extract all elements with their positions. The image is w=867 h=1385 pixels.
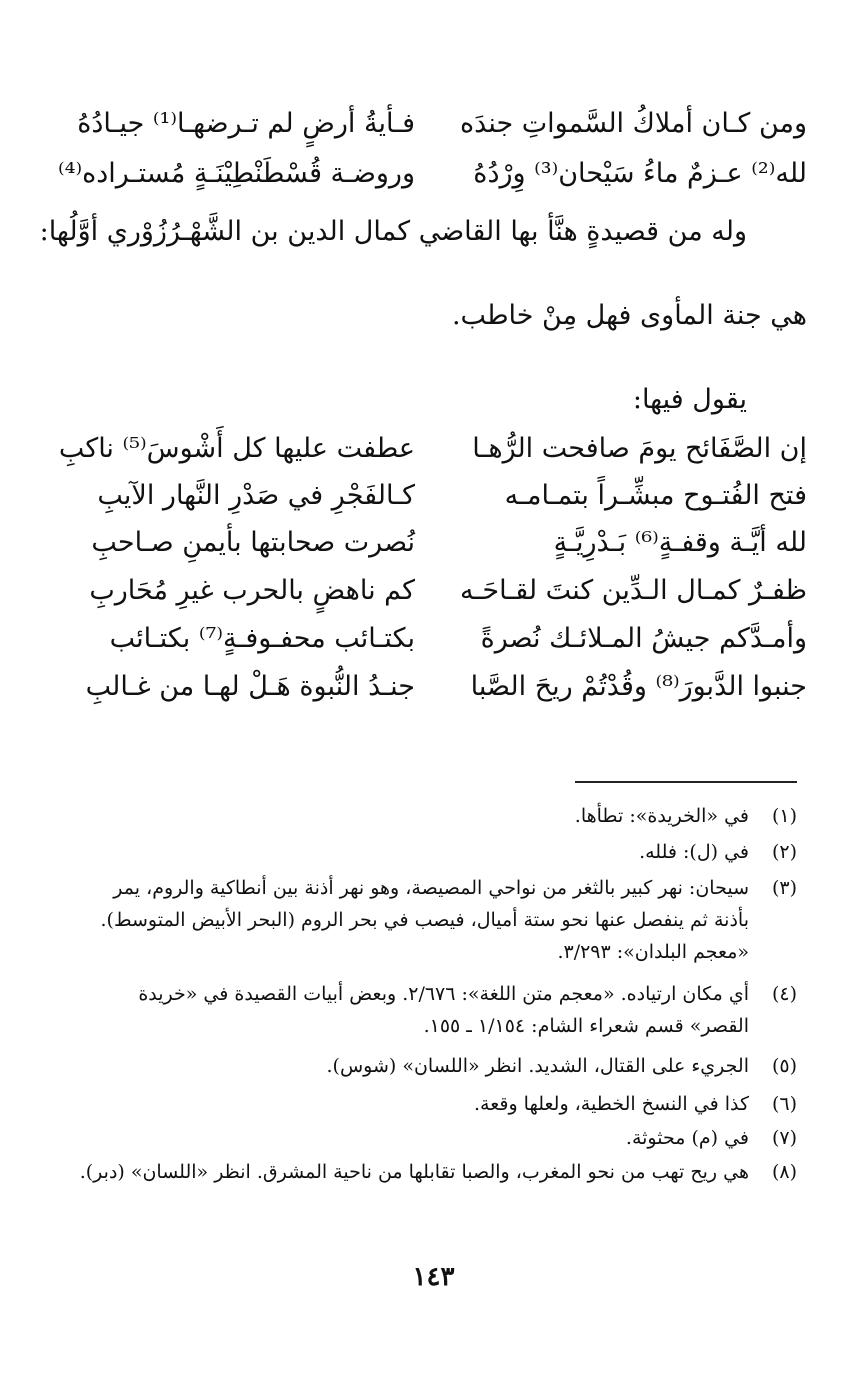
verse-row: [89, 568, 807, 618]
footnote-number: (٨): [771, 1161, 797, 1183]
footnote: [75, 836, 797, 868]
verse-first-hemistich: لله أيَّـة وقفـةٍ⁽⁶⁾ بَـدْرِيَّـةٍ: [553, 527, 807, 558]
footnote-text: في (م) محثوثة.: [625, 1127, 749, 1149]
footnote-text: هي ريح تهب من نحو المغرب، والصبا تقابلها من ناحية المشرق. انظر «اللسان» (دبر).: [79, 1161, 749, 1183]
footnote: [75, 872, 797, 968]
footnote-number: (١): [771, 805, 797, 827]
verse-first-hemistich: لله⁽²⁾ عـزمٌ ماءُ سَيْحان⁽³⁾ وِرْدُهُ: [473, 158, 807, 189]
verse-first-hemistich: ظفـرٌ كمـال الـدِّين كنتَ لقـاحَـه: [460, 575, 807, 606]
footnote-number: (٧): [771, 1127, 797, 1149]
verse-first-hemistich: إن الصَّفَائح يومَ صافحت الرُّهـا: [472, 433, 807, 464]
footnote-number: (٣): [771, 877, 797, 899]
verse-first-hemistich: فتح الفُتـوح مبشِّـراً بتمـامـه: [504, 480, 807, 511]
footnote-text: سيحان: نهر كبير بالثغر من نواحي المصيصة، وهو نهر أذنة بين أنطاكية والروم، يمر بأذنة ثم ينفصل عنها نحو ستة أميال، فيصب في بحر الروم (البحر الأبيض المتوسط). «معجم البلدان»: ٣/٢٩٣.: [100, 877, 749, 963]
footnote-number: (٥): [771, 1055, 797, 1077]
verse-second-hemistich: كـالفَجْرِ في صَدْرِ النَّهار الآيبِ: [97, 480, 415, 511]
footnote-divider: [575, 781, 797, 783]
footnote: [75, 1122, 797, 1154]
footnote-text: في (ل): فلله.: [639, 841, 749, 863]
footnote-number: (٢): [771, 841, 797, 863]
verse-second-hemistich: بكتـائب محفـوفـةٍ⁽⁷⁾ بكتـائب: [109, 623, 415, 654]
footnote: [75, 800, 797, 832]
footnote: [75, 978, 797, 1042]
footnote: [75, 1156, 797, 1188]
verse-second-hemistich: جنـدُ النُّبوة هَـلْ لهـا من غـالبِ: [85, 671, 415, 702]
footnote-text: في «الخريدة»: تطأها.: [574, 805, 749, 827]
verse-second-hemistich: وروضـة قُسْطَنْطِيْنَـةٍ مُستـراده⁽⁴⁾: [58, 158, 415, 189]
footnote-number: (٦): [771, 1093, 797, 1115]
verse-second-hemistich: فـأيةُ أرضٍ لم تـرضهـا⁽¹⁾ جيـادُهُ: [77, 108, 415, 139]
verse-first-hemistich: وأمـدَّكم جيشُ المـلائـك نُصرةً: [480, 623, 807, 654]
footnote: [75, 1088, 797, 1120]
verse-row: [58, 426, 807, 476]
footnote: [75, 1050, 797, 1082]
verse-row: [91, 520, 807, 570]
footnote-text: كذا في النسخ الخطية، ولعلها وقعة.: [473, 1093, 749, 1115]
verse-row: [95, 473, 807, 523]
footnote-number: (٤): [771, 983, 797, 1005]
verse-first-hemistich: جنبوا الدَّبورَ⁽⁸⁾ وقُدْتُمْ ريحَ الصَّبا: [470, 671, 807, 702]
verse-first-hemistich: ومن كـان أملاكُ السَّمواتِ جندَه: [460, 108, 807, 139]
verse-second-hemistich: كم ناهضٍ بالحرب غيرِ مُحَاربِ: [89, 575, 415, 606]
says-line: يقول فيها:: [632, 384, 747, 415]
footnote-text: أي مكان ارتياده. «معجم متن اللغة»: ٢/٦٧٦. وبعض أبيات القصيدة في «خريدة القصر» قسم شعراء الشام: ١/١٥٤ ـ ١٥٥.: [138, 983, 749, 1037]
footnote-text: الجريء على القتال، الشديد. انظر «اللسان» (شوس).: [326, 1055, 749, 1077]
verse-row: [58, 151, 807, 201]
verse-second-hemistich: نُصرت صحابتها بأيمنِ صـاحبِ: [91, 527, 415, 558]
verse-row: [85, 664, 807, 714]
opening-line: هي جنة المأوى فهل مِنْ خاطب.: [451, 300, 807, 331]
intro-line: وله من قصيدةٍ هنَّأ بها القاضي كمال الدين بن الشَّهْـرُزُوْري أوَّلُها:: [39, 216, 747, 247]
verse-second-hemistich: عطفت عليها كل أَشْوسَ⁽⁵⁾ ناكبِ: [58, 433, 415, 464]
verse-row: [77, 101, 807, 151]
verse-row: [95, 616, 807, 666]
page-number: ١٤٣: [412, 1262, 455, 1292]
